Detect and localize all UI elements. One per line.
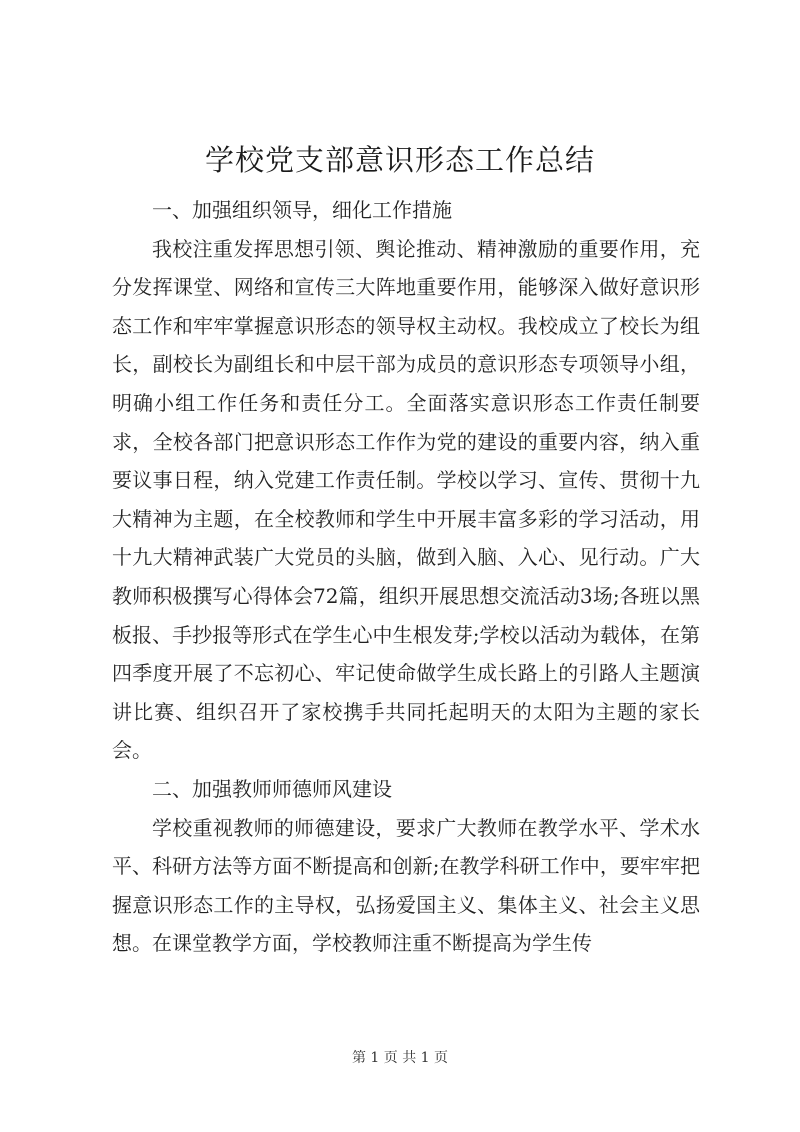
section-heading-2: 二、加强教师师德师风建设 (152, 776, 392, 801)
section-heading-1: 一、加强组织领导，细化工作措施 (152, 198, 452, 222)
page-footer: 第 1 页 共 1 页 (351, 1050, 449, 1066)
document-title: 学校党支部意识形态工作总结 (204, 143, 595, 177)
section-paragraph-2: 学校重视教师的师德建设，要求广大教师在教学水平、学术水平、科研方法等方面不断提高和创新;在教学科研工作中，要牢牢把握意识形态工作的主导权，弘扬爱国主义、集体主义、社会主义思想。在课堂教学方面，学校教师注重不断提高为学生传 (112, 815, 700, 956)
document-body (112, 191, 700, 963)
section-paragraph-1: 我校注重发挥思想引领、舆论推动、精神激励的重要作用，充分发挥课堂、网络和宣传三大阵地重要作用，能够深入做好意识形态工作和牢牢掌握意识形态的领导权主动权。我校成立了校长为组长，副校长为副组长和中层干部为成员的意识形态专项领导小组，明确小组工作任务和责任分工。全面落实意识形态工作责任制要求，全校各部门把意识形态工作作为党的建设的重要内容，纳入重要议事日程，纳入党建工作责任制。学校以学习、宣传、贯彻十九大精神为主题，在全校教师和学生中开展丰富多彩的学习活动，用十九大精神武装广大党员的头脑，做到入脑、入心、见行动。广大教师积极撰写心得体会72篇，组织开展思想交流活动3场;各班以黑板报、手抄报等形式在学生心中生根发芽;学校以活动为载体，在第四季度开展了不忘初心、牢记使命做学生成长路上的引路人主题演讲比赛、组织召开了家校携手共同托起明天的太阳为主题的家长会。 (112, 236, 700, 763)
